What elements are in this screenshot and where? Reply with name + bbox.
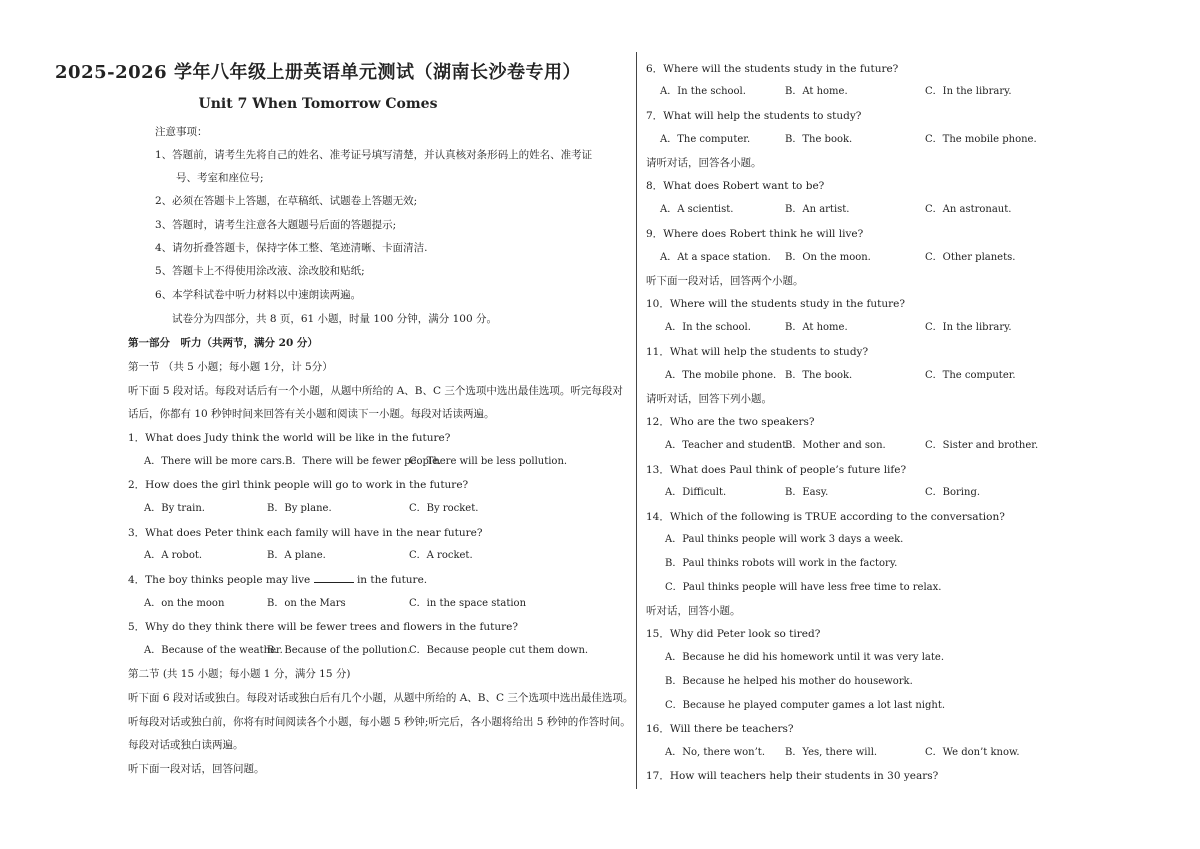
- question-4-stem-end: in the future.: [356, 574, 428, 586]
- question-2-option-b[interactable]: B．By plane.: [267, 503, 332, 514]
- column-divider: [636, 52, 637, 789]
- question-8-option-a[interactable]: A．A scientist.: [660, 204, 734, 215]
- question-11-stem: 11．What will help the students to study?: [646, 346, 869, 358]
- notice-item-6: 6、本学科试卷中听力材料以中速朗读两遍。: [155, 289, 362, 301]
- question-1-option-c[interactable]: C．There will be less pollution.: [409, 456, 568, 467]
- notice-item-2: 2、必须在答题卡上答题，在草稿纸、试题卷上答题无效;: [155, 195, 418, 207]
- question-13-option-b[interactable]: B．Easy.: [785, 487, 829, 498]
- section2-heading: 第二节 (共 15 小题；每小题 1 分，满分 15 分): [128, 668, 351, 680]
- question-15-option-a[interactable]: A．Because he did his homework until it was very late.: [665, 652, 944, 663]
- question-10-option-c[interactable]: C．In the library.: [925, 322, 1012, 333]
- notice-item-1: 1、答题前，请考生先将自己的姓名、准考证号填写清楚，并认真核对条形码上的姓名、准考证: [155, 149, 593, 161]
- question-5-stem: 5．Why do they think there will be fewer trees and flowers in the future?: [128, 621, 518, 633]
- question-1-option-b[interactable]: B．There will be fewer people.: [285, 456, 442, 467]
- section2-instruction-3: 每段对话或独白读两遍。: [128, 739, 244, 751]
- question-4-blank: [314, 573, 354, 583]
- section1-instruction-2: 话后，你都有 10 秒钟时间来回答有关小题和阅读下一小题。每段对话读两遍。: [128, 408, 495, 420]
- notice-item-4: 4、请勿折叠答题卡，保持字体工整、笔迹清晰、卡面清洁.: [155, 242, 428, 254]
- page-title: 2025-2026 学年八年级上册英语单元测试（湖南长沙卷专用）: [55, 62, 581, 83]
- question-14-stem: 14．Which of the following is TRUE according to the conversation?: [646, 511, 1005, 523]
- question-5-option-c[interactable]: C．Because people cut them down.: [409, 645, 589, 656]
- question-1-option-a[interactable]: A．There will be more cars.: [144, 456, 285, 467]
- question-2-option-a[interactable]: A．By train.: [144, 503, 205, 514]
- question-3-option-b[interactable]: B．A plane.: [267, 550, 326, 561]
- notice-item-1-cont: 号、考室和座位号;: [176, 172, 264, 184]
- direction-3: 请听对话，回答下列小题。: [646, 393, 772, 405]
- question-16-option-a[interactable]: A．No, there won’t.: [665, 747, 765, 758]
- direction-1: 请听对话，回答各小题。: [646, 157, 762, 169]
- question-5-option-a[interactable]: A．Because of the weather.: [144, 645, 283, 656]
- question-14-option-c[interactable]: C．Paul thinks people will have less free time to relax.: [665, 582, 942, 593]
- question-9-option-c[interactable]: C．Other planets.: [925, 252, 1016, 263]
- question-7-option-c[interactable]: C．The mobile phone.: [925, 134, 1037, 145]
- question-3-option-a[interactable]: A．A robot.: [144, 550, 203, 561]
- question-8-option-b[interactable]: B．An artist.: [785, 204, 850, 215]
- question-2-stem: 2．How does the girl think people will go to work in the future?: [128, 479, 469, 491]
- question-4-option-c[interactable]: C．in the space station: [409, 598, 527, 609]
- question-17-stem: 17．How will teachers help their students in 30 years?: [646, 770, 939, 782]
- question-14-option-b[interactable]: B．Paul thinks robots will work in the factory.: [665, 558, 898, 569]
- question-14-option-a[interactable]: A．Paul thinks people will work 3 days a week.: [665, 534, 904, 545]
- section2-instruction-2: 听每段对话或独白前，你将有时间阅读各个小题，每小题 5 秒钟;听完后，各小题将给出 5 秒钟的作答时间。: [128, 716, 631, 728]
- question-9-option-a[interactable]: A．At a space station.: [660, 252, 771, 263]
- question-15-option-c[interactable]: C．Because he played computer games a lot last night.: [665, 700, 946, 711]
- question-1-stem: 1．What does Judy think the world will be like in the future?: [128, 432, 451, 444]
- question-4-stem-start: 4．The boy thinks people may live: [128, 574, 311, 586]
- question-11-option-b[interactable]: B．The book.: [785, 370, 853, 381]
- page-subtitle: Unit 7 When Tomorrow Comes: [198, 96, 438, 112]
- notice-item-3: 3、答题时，请考生注意各大题题号后面的答题提示;: [155, 219, 397, 231]
- question-16-option-c[interactable]: C．We don’t know.: [925, 747, 1020, 758]
- question-3-stem: 3．What does Peter think each family will have in the near future?: [128, 527, 483, 539]
- question-12-option-b[interactable]: B．Mother and son.: [785, 440, 886, 451]
- part1-heading: 第一部分 听力（共两节，满分 20 分）: [128, 337, 318, 349]
- question-13-option-a[interactable]: A．Difficult.: [665, 487, 727, 498]
- question-15-stem: 15．Why did Peter look so tired?: [646, 628, 821, 640]
- question-10-stem: 10．Where will the students study in the future?: [646, 298, 905, 310]
- question-7-option-a[interactable]: A．The computer.: [660, 134, 751, 145]
- question-6-stem: 6．Where will the students study in the future?: [646, 63, 899, 75]
- question-16-stem: 16．Will there be teachers?: [646, 723, 794, 735]
- question-12-option-a[interactable]: A．Teacher and student.: [665, 440, 790, 451]
- question-4-option-b[interactable]: B．on the Mars: [267, 598, 346, 609]
- section2-instruction-1: 听下面 6 段对话或独白。每段对话或独白后有几个小题，从题中所给的 A、B、C 三个选项中选出最佳选项。: [128, 692, 634, 704]
- question-12-stem: 12．Who are the two speakers?: [646, 416, 815, 428]
- question-7-stem: 7．What will help the students to study?: [646, 110, 862, 122]
- question-11-option-a[interactable]: A．The mobile phone.: [665, 370, 777, 381]
- question-8-stem: 8．What does Robert want to be?: [646, 180, 825, 192]
- question-13-option-c[interactable]: C．Boring.: [925, 487, 981, 498]
- listen-first-direction: 听下面一段对话，回答问题。: [128, 763, 265, 775]
- direction-4: 听对话，回答小题。: [646, 605, 741, 617]
- question-8-option-c[interactable]: C．An astronaut.: [925, 204, 1012, 215]
- section1-heading: 第一节 （共 5 小题；每小题 1分，计 5分）: [128, 361, 333, 373]
- question-12-option-c[interactable]: C．Sister and brother.: [925, 440, 1039, 451]
- question-10-option-a[interactable]: A．In the school.: [665, 322, 751, 333]
- direction-2: 听下面一段对话，回答两个小题。: [646, 275, 804, 287]
- question-13-stem: 13．What does Paul think of people’s future life?: [646, 464, 907, 476]
- question-7-option-b[interactable]: B．The book.: [785, 134, 853, 145]
- question-6-option-a[interactable]: A．In the school.: [660, 86, 746, 97]
- question-6-option-c[interactable]: C．In the library.: [925, 86, 1012, 97]
- notice-item-5: 5、答题卡上不得使用涂改液、涂改胶和贴纸;: [155, 265, 365, 277]
- question-4-stem: [128, 573, 427, 587]
- question-9-stem: 9．Where does Robert think he will live?: [646, 228, 864, 240]
- question-3-option-c[interactable]: C．A rocket.: [409, 550, 473, 561]
- question-16-option-b[interactable]: B．Yes, there will.: [785, 747, 878, 758]
- notice-summary: 试卷分为四部分，共 8 页，61 小题，时量 100 分钟，满分 100 分。: [172, 313, 497, 325]
- section1-instruction-1: 听下面 5 段对话。每段对话后有一个小题，从题中所给的 A、B、C 三个选项中选出最佳选项。听完每段对: [128, 385, 623, 397]
- question-5-option-b[interactable]: B．Because of the pollution.: [267, 645, 411, 656]
- question-4-option-a[interactable]: A．on the moon: [144, 598, 225, 609]
- question-11-option-c[interactable]: C．The computer.: [925, 370, 1016, 381]
- notice-heading: 注意事项：: [155, 126, 208, 138]
- question-10-option-b[interactable]: B．At home.: [785, 322, 848, 333]
- question-15-option-b[interactable]: B．Because he helped his mother do housework.: [665, 676, 913, 687]
- question-9-option-b[interactable]: B．On the moon.: [785, 252, 871, 263]
- question-2-option-c[interactable]: C．By rocket.: [409, 503, 479, 514]
- question-6-option-b[interactable]: B．At home.: [785, 86, 848, 97]
